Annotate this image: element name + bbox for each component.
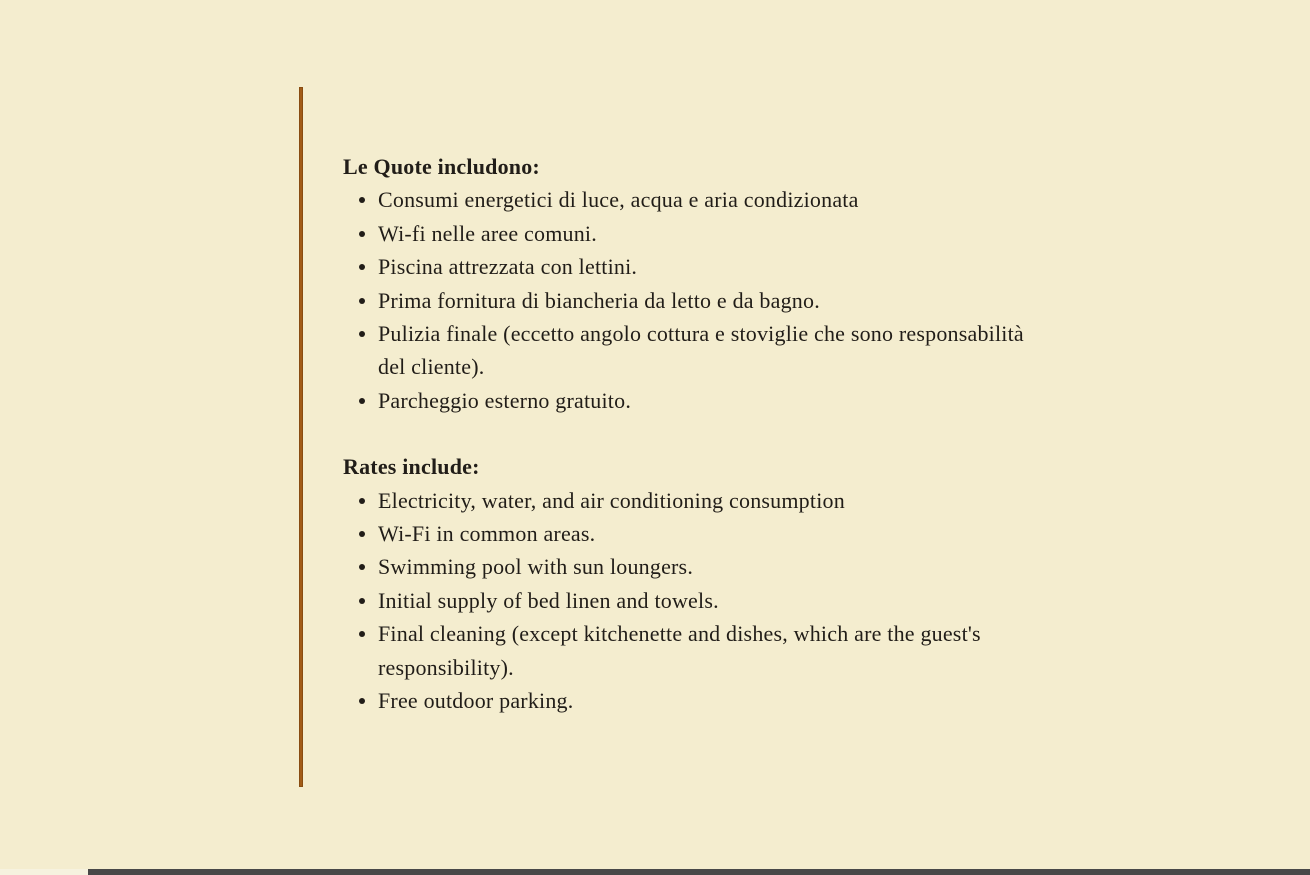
list-item-text: Wi-Fi in common areas. (378, 521, 596, 547)
list-item (343, 384, 1048, 417)
list-item (343, 484, 1048, 517)
list-item (343, 517, 1048, 550)
list-item-text: Swimming pool with sun loungers. (378, 554, 694, 580)
section-italian (343, 150, 1053, 417)
bullet-icon (359, 298, 365, 304)
video-progress-bar[interactable] (88, 869, 1310, 875)
bullet-icon (359, 698, 365, 704)
bullet-icon (359, 631, 365, 637)
list-item (343, 217, 1048, 250)
list-item-text: Consumi energetici di luce, acqua e aria condizionata (378, 187, 859, 213)
accent-vertical-rule (299, 87, 303, 787)
list-item (343, 617, 1048, 684)
list-item (343, 550, 1048, 583)
section-heading-italian: Le Quote includono: (343, 154, 540, 179)
list-item (343, 317, 1048, 384)
section-english (343, 450, 1053, 717)
bullet-icon (359, 331, 365, 337)
bullet-icon (359, 231, 365, 237)
bullet-icon (359, 264, 365, 270)
list-item (343, 684, 1048, 717)
list-item (343, 250, 1048, 283)
english-rates-list (343, 484, 1048, 718)
list-item (343, 284, 1048, 317)
rates-content (343, 150, 1053, 718)
list-item-text: Parcheggio esterno gratuito. (378, 387, 632, 413)
italian-rates-list (343, 183, 1048, 417)
list-item-text: Piscina attrezzata con lettini. (378, 254, 638, 280)
bullet-icon (359, 531, 365, 537)
list-item-text: Prima fornitura di biancheria da letto e da bagno. (378, 287, 820, 313)
bullet-icon (359, 197, 365, 203)
list-item-text: Electricity, water, and air conditioning consumption (378, 487, 845, 513)
list-item-text: Final cleaning (except kitchenette and dishes, which are the guest's responsibility). (378, 621, 981, 680)
list-item-text: Free outdoor parking. (378, 688, 574, 714)
list-item (343, 183, 1048, 216)
bullet-icon (359, 564, 365, 570)
list-item-text: Pulizia finale (eccetto angolo cottura e stoviglie che sono responsabilità del cliente). (378, 321, 1024, 380)
list-item-text: Initial supply of bed linen and towels. (378, 587, 719, 613)
list-item (343, 584, 1048, 617)
bullet-icon (359, 498, 365, 504)
list-item-text: Wi-fi nelle aree comuni. (378, 220, 597, 246)
bullet-icon (359, 398, 365, 404)
video-progress-played (0, 869, 88, 875)
bullet-icon (359, 598, 365, 604)
section-heading-english: Rates include: (343, 454, 480, 480)
